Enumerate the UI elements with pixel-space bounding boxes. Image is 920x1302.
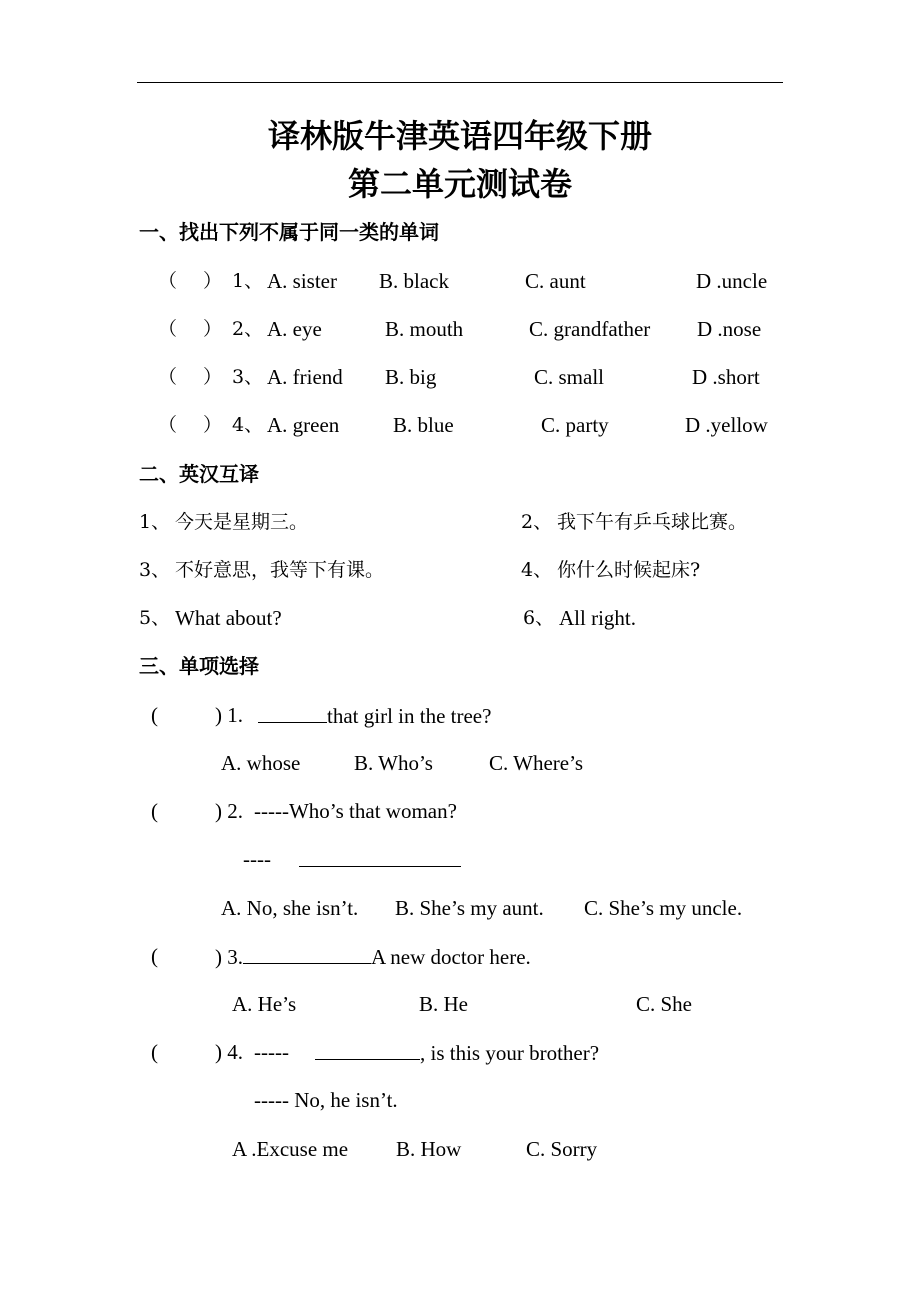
- section-2-heading: 二、英汉互译: [139, 462, 259, 486]
- option-b: B. How: [396, 1137, 462, 1161]
- option-a: A. eye: [267, 317, 322, 341]
- option-a: A. No, she isn’t.: [221, 896, 359, 920]
- option-a: A. green: [267, 413, 340, 437]
- answer-paren-open: (: [151, 703, 158, 727]
- option-a: A. He’s: [232, 992, 297, 1016]
- question-number-text: ) 3.: [215, 945, 243, 969]
- question-stem: [258, 702, 491, 729]
- option-a: A. sister: [267, 269, 337, 293]
- option-a: A .Excuse me: [232, 1137, 349, 1161]
- stem-text: A new doctor here.: [371, 945, 531, 969]
- question-dash: -----: [254, 1040, 289, 1064]
- item-text: All right.: [559, 606, 636, 630]
- answer-paren-close: ）: [203, 414, 223, 436]
- item-text: 我下午有乒乓球比赛。: [557, 511, 748, 533]
- option-b: B. Who’s: [354, 751, 433, 775]
- question-number: [215, 943, 531, 970]
- answer-blank[interactable]: [315, 1039, 420, 1060]
- option-c: C. She’s my uncle.: [584, 896, 743, 920]
- option-c: C. grandfather: [529, 317, 651, 341]
- item-number: 2、: [521, 511, 553, 533]
- item-text: 你什么时候起床?: [557, 559, 701, 581]
- option-c: C. She: [636, 992, 693, 1016]
- answer-blank[interactable]: [299, 846, 461, 867]
- answer-paren-open: （: [158, 318, 178, 340]
- option-d: D .short: [692, 365, 760, 389]
- option-d: D .nose: [697, 317, 762, 341]
- question-number: ) 2.: [215, 799, 243, 823]
- answer-paren-open: (: [151, 799, 158, 823]
- option-b: B. He: [419, 992, 468, 1016]
- item-text: What about?: [175, 606, 282, 630]
- stem-text: , is this your brother?: [420, 1041, 600, 1065]
- answer-paren-close: ）: [203, 366, 223, 388]
- question-number: 3、: [232, 366, 264, 388]
- question-number: 4、: [232, 414, 264, 436]
- option-c: C. party: [541, 413, 609, 437]
- option-b: B. She’s my aunt.: [395, 896, 544, 920]
- item-number: 1、: [139, 511, 171, 533]
- option-a: A. whose: [221, 751, 301, 775]
- option-a: A. friend: [267, 365, 343, 389]
- reply-dash: ----: [243, 847, 271, 871]
- item-number: 6、: [523, 607, 555, 629]
- item-text: 不好意思，我等下有课。: [175, 559, 385, 581]
- answer-paren-close: ）: [203, 270, 223, 292]
- page-subtitle: 第二单元测试卷: [347, 165, 572, 203]
- header-rule: [137, 82, 783, 83]
- answer-paren-open: （: [158, 414, 178, 436]
- item-number: 4、: [521, 559, 553, 581]
- option-d: D .uncle: [696, 269, 768, 293]
- question-number: ) 1.: [215, 703, 243, 727]
- item-number: 5、: [139, 607, 171, 629]
- answer-paren-open: (: [151, 1040, 158, 1064]
- stem-text: that girl in the tree?: [327, 704, 492, 728]
- answer-blank[interactable]: [243, 943, 371, 964]
- option-b: B. black: [379, 269, 449, 293]
- option-c: C. small: [534, 365, 605, 389]
- option-b: B. mouth: [385, 317, 464, 341]
- answer-paren-open: （: [158, 366, 178, 388]
- answer-paren-close: ）: [203, 318, 223, 340]
- item-text: 今天是星期三。: [175, 511, 309, 533]
- question-number: 2、: [232, 318, 264, 340]
- answer-paren-open: （: [158, 270, 178, 292]
- question-stem: [315, 1039, 599, 1066]
- option-d: D .yellow: [685, 413, 768, 437]
- option-b: B. big: [385, 365, 437, 389]
- reply-text: ----- No, he isn’t.: [254, 1088, 398, 1112]
- option-c: C. Where’s: [489, 751, 584, 775]
- option-c: C. Sorry: [526, 1137, 598, 1161]
- question-number: 1、: [232, 270, 264, 292]
- answer-blank[interactable]: [258, 702, 327, 723]
- section-1-heading: 一、找出下列不属于同一类的单词: [139, 220, 439, 244]
- question-number: ) 4.: [215, 1040, 243, 1064]
- option-b: B. blue: [393, 413, 454, 437]
- section-3-heading: 三、单项选择: [139, 654, 259, 678]
- option-c: C. aunt: [525, 269, 586, 293]
- answer-paren-open: (: [151, 944, 158, 968]
- question-stem: -----Who’s that woman?: [254, 799, 457, 823]
- answer-line: [299, 846, 461, 873]
- page-title: 译林版牛津英语四年级下册: [267, 117, 652, 155]
- item-number: 3、: [139, 559, 171, 581]
